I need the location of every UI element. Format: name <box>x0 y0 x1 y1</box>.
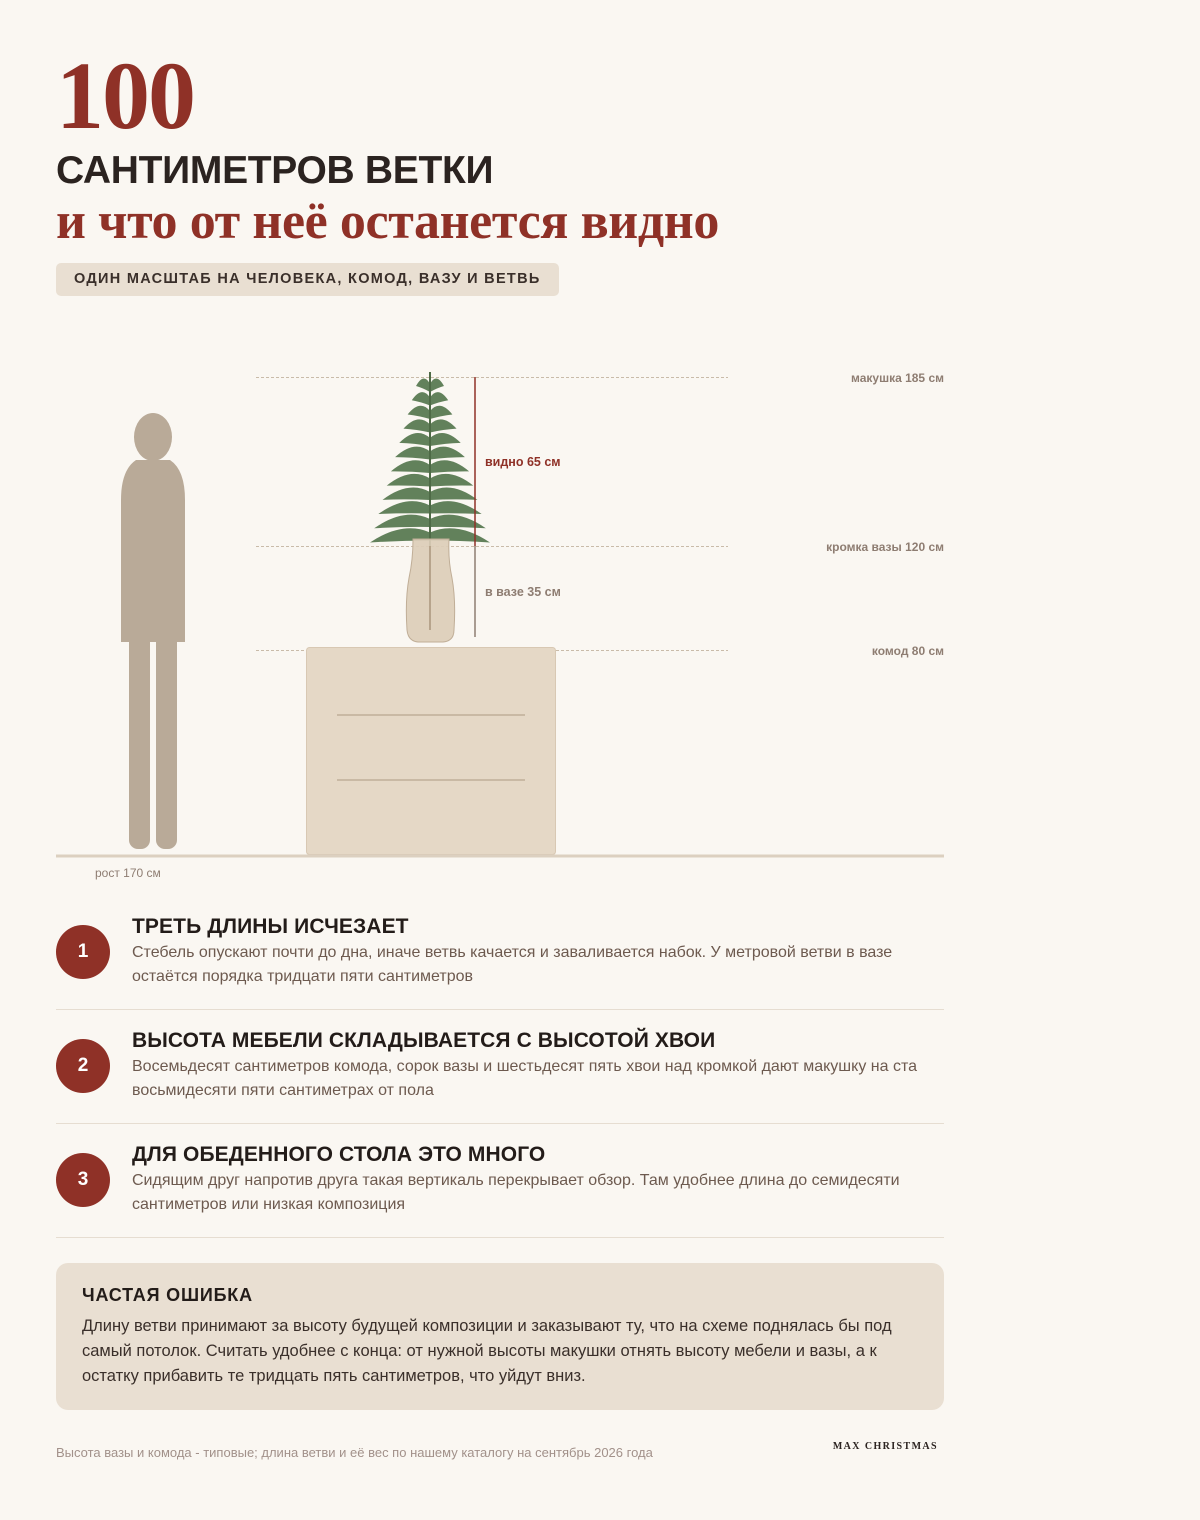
person-head <box>134 413 172 461</box>
fir-needle-cluster <box>430 501 482 514</box>
step-title: ВЫСОТА МЕБЕЛИ СКЛАДЫВАЕТСЯ С ВЫСОТОЙ ХВОИ <box>132 1029 716 1052</box>
person-torso <box>121 460 185 642</box>
step-number-badge: 2 <box>56 1039 110 1093</box>
level-label-dresser: комод 80 см <box>871 644 944 658</box>
person-height-label: рост 170 см <box>95 866 161 880</box>
scale-tag: ОДИН МАСШТАБ НА ЧЕЛОВЕКА, КОМОД, ВАЗУ И ВЕТВЬ <box>56 263 559 296</box>
fir-needle-cluster <box>399 433 430 446</box>
fir-needle-cluster <box>430 487 477 500</box>
fir-needle-cluster <box>408 406 430 419</box>
step-text: Стебель опускают почти до дна, иначе ветвь качается и заваливается набок. У метровой ветви в вазе остаётся порядка тридцати пяти сантиметров <box>132 944 893 985</box>
dresser <box>307 648 556 855</box>
person-silhouette <box>121 413 185 849</box>
fir-needle-cluster <box>391 460 430 473</box>
fir-needle-cluster <box>378 501 430 514</box>
step-title: ДЛЯ ОБЕДЕННОГО СТОЛА ЭТО МНОГО <box>132 1143 546 1166</box>
level-label-top: макушка 185 см <box>851 371 944 385</box>
source-note: Высота вазы и комода - типовые; длина ветви и её вес по нашему каталогу на сентябрь 2026 года <box>56 1445 653 1460</box>
fir-needle-cluster <box>430 447 465 460</box>
fir-needle-cluster <box>412 392 430 405</box>
level-label-vase-rim: кромка вазы 120 см <box>826 540 944 554</box>
visible-length-label: видно 65 см <box>485 455 561 469</box>
person-leg-right <box>156 630 177 849</box>
common-mistake-callout <box>56 1263 944 1410</box>
scale-diagram <box>56 360 944 890</box>
fir-needle-cluster <box>395 447 430 460</box>
list-item <box>56 1010 944 1124</box>
page-title: САНТИМЕТРОВ ВЕТКИ <box>56 149 494 192</box>
callout-text: Длину ветви принимают за высоту будущей композиции и заказывают ту, что на схеме поднялась бы под самый потолок. Считать удобнее с конца: от нужной высоты макушки отнять высоту мебели и вазы, а к остатку прибавить те тридцать пять сантиметров, что уйдут вниз. <box>82 1317 892 1385</box>
fir-needle-cluster <box>430 474 473 487</box>
fir-needle-cluster <box>374 515 430 529</box>
fir-needle-cluster <box>430 406 452 419</box>
headline-number: 100 <box>56 42 194 149</box>
vase <box>406 539 454 642</box>
fir-needle-cluster <box>430 419 457 432</box>
fir-needle-cluster <box>383 487 430 500</box>
list-item <box>56 1124 944 1238</box>
fir-needle-cluster <box>430 515 486 529</box>
person-leg-left <box>129 630 150 849</box>
dresser-body <box>307 648 556 855</box>
explanation-list <box>56 896 944 1238</box>
step-text: Восемьдесят сантиметров комода, сорок вазы и шестьдесят пять хвои над кромкой дают макушку на ста восьмидесяти пяти сантиметрах от пола <box>132 1058 917 1099</box>
step-title: ТРЕТЬ ДЛИНЫ ИСЧЕЗАЕТ <box>132 915 409 938</box>
step-number-badge: 3 <box>56 1153 110 1207</box>
infographic-page <box>56 0 944 1520</box>
step-text: Сидящим друг напротив друга такая вертикаль перекрывает обзор. Там удобнее длина до семидесяти сантиметров или низкая композиция <box>132 1172 900 1213</box>
fir-needle-cluster <box>387 474 430 487</box>
fir-needle-cluster <box>430 378 444 392</box>
callout-title: ЧАСТАЯ ОШИБКА <box>82 1285 253 1305</box>
page-subtitle: и что от неё останется видно <box>56 193 719 250</box>
fir-needle-cluster <box>403 419 430 432</box>
fir-needle-cluster <box>430 392 448 405</box>
step-number-badge: 1 <box>56 925 110 979</box>
brand-logo: MAX CHRISTMAS <box>832 1441 938 1452</box>
fir-needle-cluster <box>430 433 461 446</box>
fir-needle-cluster <box>416 378 430 392</box>
fir-needle-cluster <box>430 460 469 473</box>
list-item <box>56 896 944 1010</box>
in-vase-length-label: в вазе 35 см <box>485 585 561 599</box>
